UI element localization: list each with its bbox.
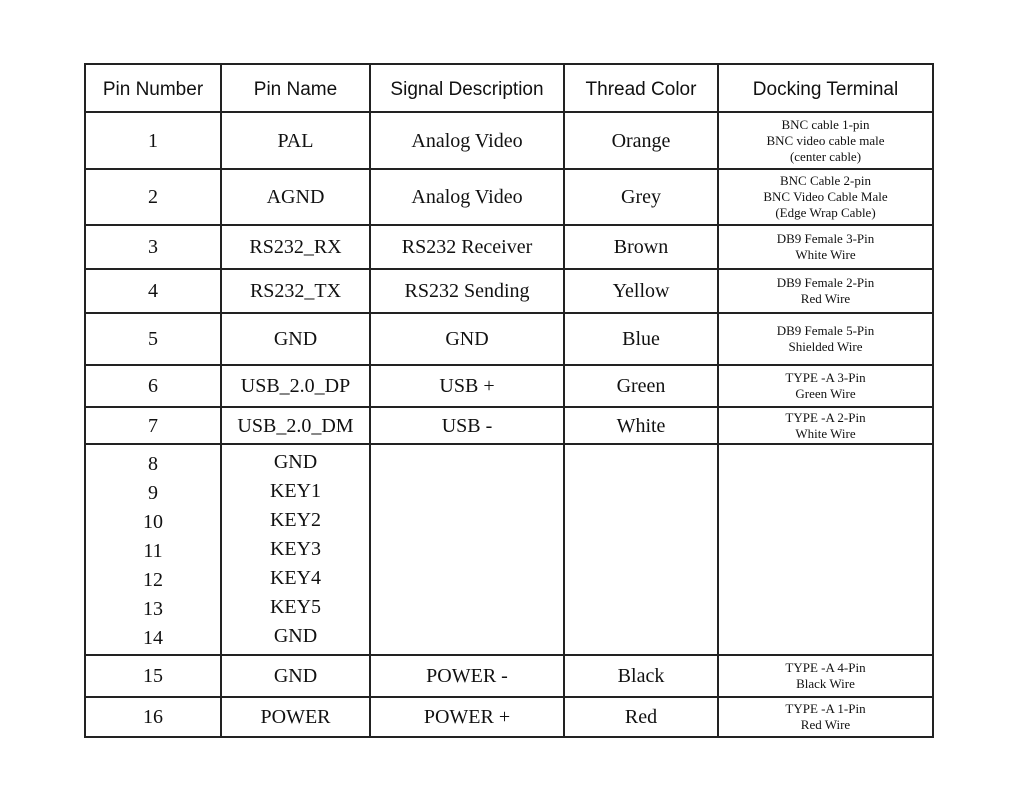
pin-number: 6 xyxy=(85,365,221,407)
pin-number: 8 xyxy=(148,453,158,475)
terminal-line: TYPE -A 4-Pin xyxy=(785,660,866,675)
terminal-line: DB9 Female 3-Pin xyxy=(776,231,875,246)
terminal-line: BNC Cable 2-pin xyxy=(780,173,871,188)
docking-terminal xyxy=(718,365,933,407)
header-docking-terminal: Docking Terminal xyxy=(718,64,933,112)
docking-terminal xyxy=(718,407,933,444)
pin-number: 13 xyxy=(143,598,163,620)
pin-number: 7 xyxy=(85,407,221,444)
terminal-line: White Wire xyxy=(795,425,856,441)
terminal-line: White Wire xyxy=(795,247,856,262)
terminal-line: DB9 Female 5-Pin xyxy=(776,323,875,338)
signal-description: GND xyxy=(370,313,564,365)
signal-description: RS232 Receiver xyxy=(370,225,564,269)
pin-number: 16 xyxy=(85,697,221,737)
pin-number: 11 xyxy=(143,540,163,562)
pin-name: AGND xyxy=(221,169,370,225)
empty-cell xyxy=(718,444,933,655)
thread-color: Yellow xyxy=(564,269,718,313)
table-row xyxy=(85,225,933,269)
pin-name: PAL xyxy=(221,112,370,169)
terminal-line: BNC cable 1-pin xyxy=(781,116,870,132)
table-row xyxy=(85,407,933,444)
docking-terminal xyxy=(718,697,933,737)
thread-color: Red xyxy=(564,697,718,737)
terminal-line: BNC video cable male xyxy=(766,132,885,148)
pin-name: GND xyxy=(273,625,318,647)
signal-description: RS232 Sending xyxy=(370,269,564,313)
docking-terminal xyxy=(718,225,933,269)
header-pin-number: Pin Number xyxy=(85,64,221,112)
table-row xyxy=(85,269,933,313)
signal-description: USB - xyxy=(370,407,564,444)
empty-cell xyxy=(564,444,718,655)
pin-number: 2 xyxy=(85,169,221,225)
table-row xyxy=(85,112,933,169)
pin-name: POWER xyxy=(221,697,370,737)
docking-terminal xyxy=(718,269,933,313)
terminal-line: Shielded Wire xyxy=(788,339,863,354)
terminal-line: Green Wire xyxy=(795,386,856,401)
terminal-line: TYPE -A 2-Pin xyxy=(785,409,866,425)
table-row xyxy=(85,655,933,697)
header-thread-color: Thread Color xyxy=(564,64,718,112)
key-block-numbers xyxy=(85,444,221,655)
docking-terminal xyxy=(718,313,933,365)
signal-description: USB + xyxy=(370,365,564,407)
header-pin-name: Pin Name xyxy=(221,64,370,112)
pin-number: 4 xyxy=(85,269,221,313)
table-row xyxy=(85,169,933,225)
pin-number: 10 xyxy=(143,511,163,533)
thread-color: Orange xyxy=(564,112,718,169)
header-signal-description: Signal Description xyxy=(370,64,564,112)
pin-name: KEY2 xyxy=(269,509,322,531)
pin-name: USB_2.0_DP xyxy=(221,365,370,407)
table-row xyxy=(85,365,933,407)
terminal-line: TYPE -A 1-Pin xyxy=(785,701,866,716)
thread-color: White xyxy=(564,407,718,444)
signal-description: POWER + xyxy=(370,697,564,737)
empty-cell xyxy=(370,444,564,655)
pin-name: KEY5 xyxy=(269,596,322,618)
pin-number: 9 xyxy=(148,482,158,504)
terminal-line: TYPE -A 3-Pin xyxy=(785,370,866,385)
thread-color: Black xyxy=(564,655,718,697)
signal-description: POWER - xyxy=(370,655,564,697)
pin-table xyxy=(84,63,934,738)
thread-color: Blue xyxy=(564,313,718,365)
pin-number: 14 xyxy=(143,627,163,649)
terminal-line: Black Wire xyxy=(796,676,855,691)
signal-description: Analog Video xyxy=(370,112,564,169)
table-row xyxy=(85,697,933,737)
thread-color: Brown xyxy=(564,225,718,269)
pin-name: GND xyxy=(273,451,318,473)
key-block-names xyxy=(221,444,370,655)
terminal-line: BNC Video Cable Male xyxy=(763,189,888,204)
pin-number: 15 xyxy=(85,655,221,697)
docking-terminal xyxy=(718,112,933,169)
pin-name: RS232_TX xyxy=(221,269,370,313)
pin-number: 12 xyxy=(143,569,163,591)
terminal-line: Red Wire xyxy=(800,291,851,306)
pin-number: 5 xyxy=(85,313,221,365)
terminal-line: DB9 Female 2-Pin xyxy=(776,275,875,290)
terminal-line: (Edge Wrap Cable) xyxy=(775,205,876,220)
thread-color: Green xyxy=(564,365,718,407)
pin-name: GND xyxy=(221,655,370,697)
table-row xyxy=(85,313,933,365)
terminal-line: Red Wire xyxy=(800,717,851,732)
pin-name: KEY3 xyxy=(269,538,322,560)
pin-name: USB_2.0_DM xyxy=(221,407,370,444)
pin-name: KEY1 xyxy=(269,480,322,502)
pin-name: KEY4 xyxy=(269,567,322,589)
docking-terminal xyxy=(718,169,933,225)
terminal-line: (center cable) xyxy=(789,148,862,164)
docking-terminal xyxy=(718,655,933,697)
pin-name: GND xyxy=(221,313,370,365)
key-block-row xyxy=(85,444,933,655)
signal-description: Analog Video xyxy=(370,169,564,225)
pin-name: RS232_RX xyxy=(221,225,370,269)
header-row xyxy=(85,64,933,112)
thread-color: Grey xyxy=(564,169,718,225)
pin-number: 3 xyxy=(85,225,221,269)
pin-number: 1 xyxy=(85,112,221,169)
